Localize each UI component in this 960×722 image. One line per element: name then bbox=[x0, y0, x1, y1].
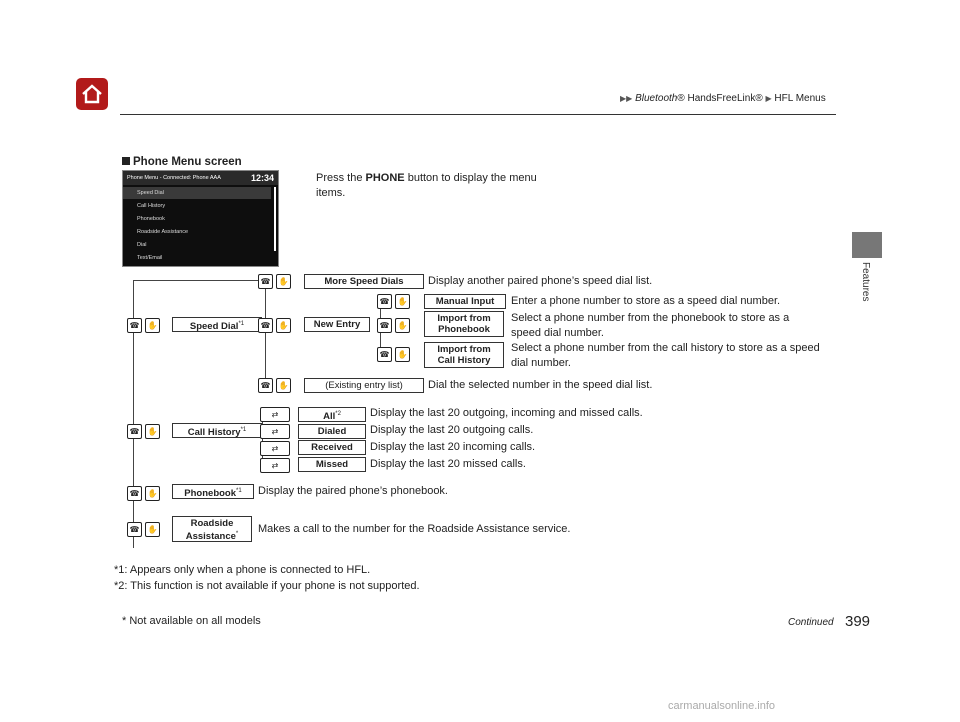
scroll-icon: ⇄ bbox=[260, 441, 290, 456]
screen-menu-item: Phonebook bbox=[137, 216, 165, 222]
rotate-icon: ☎ bbox=[127, 424, 142, 439]
rotate-icon: ☎ bbox=[377, 318, 392, 333]
rotate-icon: ☎ bbox=[258, 318, 273, 333]
rotate-icon: ☎ bbox=[258, 378, 273, 393]
select-icon: ✋ bbox=[276, 318, 291, 333]
roadside-assistance-button[interactable]: Roadside Assistance* bbox=[172, 516, 252, 542]
call-history-button[interactable]: Call History$^{*1}$ bbox=[172, 423, 262, 438]
scroll-icon: ⇄ bbox=[260, 424, 290, 439]
bullet-square-icon bbox=[122, 157, 130, 165]
models-note: * Not available on all models bbox=[122, 615, 261, 627]
existing-entry-desc: Dial the selected number in the speed dial list. bbox=[428, 379, 653, 391]
home-icon[interactable] bbox=[76, 78, 108, 110]
received-button[interactable]: Received bbox=[298, 440, 366, 455]
rotate-icon: ☎ bbox=[127, 486, 142, 501]
select-icon: ✋ bbox=[145, 522, 160, 537]
chapter-tab-label: Features bbox=[860, 262, 871, 302]
rotate-icon: ☎ bbox=[377, 294, 392, 309]
screen-clock: 12:34 bbox=[250, 173, 274, 183]
breadcrumb-arrow-icon: ▶ bbox=[765, 94, 772, 103]
screen-menu-item: Dial bbox=[137, 242, 147, 248]
existing-entry-list-button[interactable]: (Existing entry list) bbox=[304, 378, 424, 393]
all-calls-button[interactable]: All$^{*2}$ bbox=[298, 407, 366, 422]
manual-input-button[interactable]: Manual Input bbox=[424, 294, 506, 309]
watermark: carmanualsonline.info bbox=[668, 700, 776, 712]
select-icon: ✋ bbox=[145, 486, 160, 501]
section-title: Phone Menu screen bbox=[122, 156, 242, 168]
breadcrumb-arrow-icon: ▶▶ bbox=[620, 94, 633, 103]
speed-dial-button[interactable]: Speed Dial$^{*1}$ bbox=[172, 317, 262, 332]
breadcrumb: ▶▶ Bluetooth® HandsFreeLink® ▶ HFL Menus bbox=[620, 93, 826, 104]
screen-menu-item: Speed Dial bbox=[123, 187, 271, 199]
breadcrumb-section: HFL Menus bbox=[774, 93, 826, 104]
select-icon: ✋ bbox=[145, 424, 160, 439]
scroll-icon: ⇄ bbox=[260, 407, 290, 422]
more-speed-dials-button[interactable]: More Speed Dials bbox=[304, 274, 424, 289]
roadside-desc: Makes a call to the number for the Roadside Assistance service. bbox=[258, 523, 571, 535]
press-phone-note: Press the PHONE button to display the menu items. bbox=[316, 172, 537, 199]
rotate-icon: ☎ bbox=[127, 318, 142, 333]
import-from-phonebook-button[interactable]: Import from Phonebook bbox=[424, 311, 504, 337]
footnote-1: *1: Appears only when a phone is connected to HFL. bbox=[114, 564, 371, 576]
dialed-desc: Display the last 20 outgoing calls. bbox=[370, 424, 534, 436]
flow-speed-line bbox=[265, 288, 266, 378]
missed-desc: Display the last 20 missed calls. bbox=[370, 458, 526, 470]
manual-input-desc: Enter a phone number to store as a speed dial number. bbox=[511, 295, 781, 307]
rotate-icon: ☎ bbox=[258, 274, 273, 289]
more-speed-dials-desc: Display another paired phone’s speed dial list. bbox=[428, 275, 653, 287]
breadcrumb-brand: Bluetooth bbox=[635, 93, 678, 104]
import-from-phonebook-desc: Select a phone number from the phonebook to store as a speed dial number. bbox=[511, 312, 790, 339]
select-icon: ✋ bbox=[276, 378, 291, 393]
select-icon: ✋ bbox=[395, 318, 410, 333]
import-from-call-history-button[interactable]: Import from Call History bbox=[424, 342, 504, 368]
rotate-icon: ☎ bbox=[127, 522, 142, 537]
scroll-icon: ⇄ bbox=[260, 458, 290, 473]
dialed-button[interactable]: Dialed bbox=[298, 424, 366, 439]
header-rule bbox=[120, 114, 836, 115]
missed-button[interactable]: Missed bbox=[298, 457, 366, 472]
all-calls-desc: Display the last 20 outgoing, incoming and missed calls. bbox=[370, 407, 643, 419]
select-icon: ✋ bbox=[395, 347, 410, 362]
screen-title-bar: Phone Menu - Connected: Phone AAA bbox=[123, 171, 278, 185]
page-number: 399 bbox=[845, 613, 871, 630]
select-icon: ✋ bbox=[276, 274, 291, 289]
received-desc: Display the last 20 incoming calls. bbox=[370, 441, 536, 453]
phonebook-button[interactable]: Phonebook$^{*1}$ bbox=[172, 484, 254, 499]
new-entry-button[interactable]: New Entry bbox=[304, 317, 370, 332]
screen-menu-item: Call History bbox=[137, 203, 166, 209]
chapter-tab bbox=[852, 232, 882, 258]
import-from-call-history-desc: Select a phone number from the call history to store as a speed dial number. bbox=[511, 342, 820, 369]
select-icon: ✋ bbox=[145, 318, 160, 333]
footnote-2: *2: This function is not available if your phone is not supported. bbox=[114, 580, 420, 592]
phone-menu-screen bbox=[122, 170, 279, 267]
screen-menu-item: Text/Email bbox=[137, 255, 163, 261]
phonebook-desc: Display the paired phone’s phonebook. bbox=[258, 485, 448, 497]
screen-scrollbar bbox=[274, 187, 276, 251]
screen-menu-item: Roadside Assistance bbox=[137, 229, 189, 235]
continued-label: Continued bbox=[788, 617, 834, 628]
rotate-icon: ☎ bbox=[377, 347, 392, 362]
flow-line bbox=[133, 280, 259, 281]
select-icon: ✋ bbox=[395, 294, 410, 309]
